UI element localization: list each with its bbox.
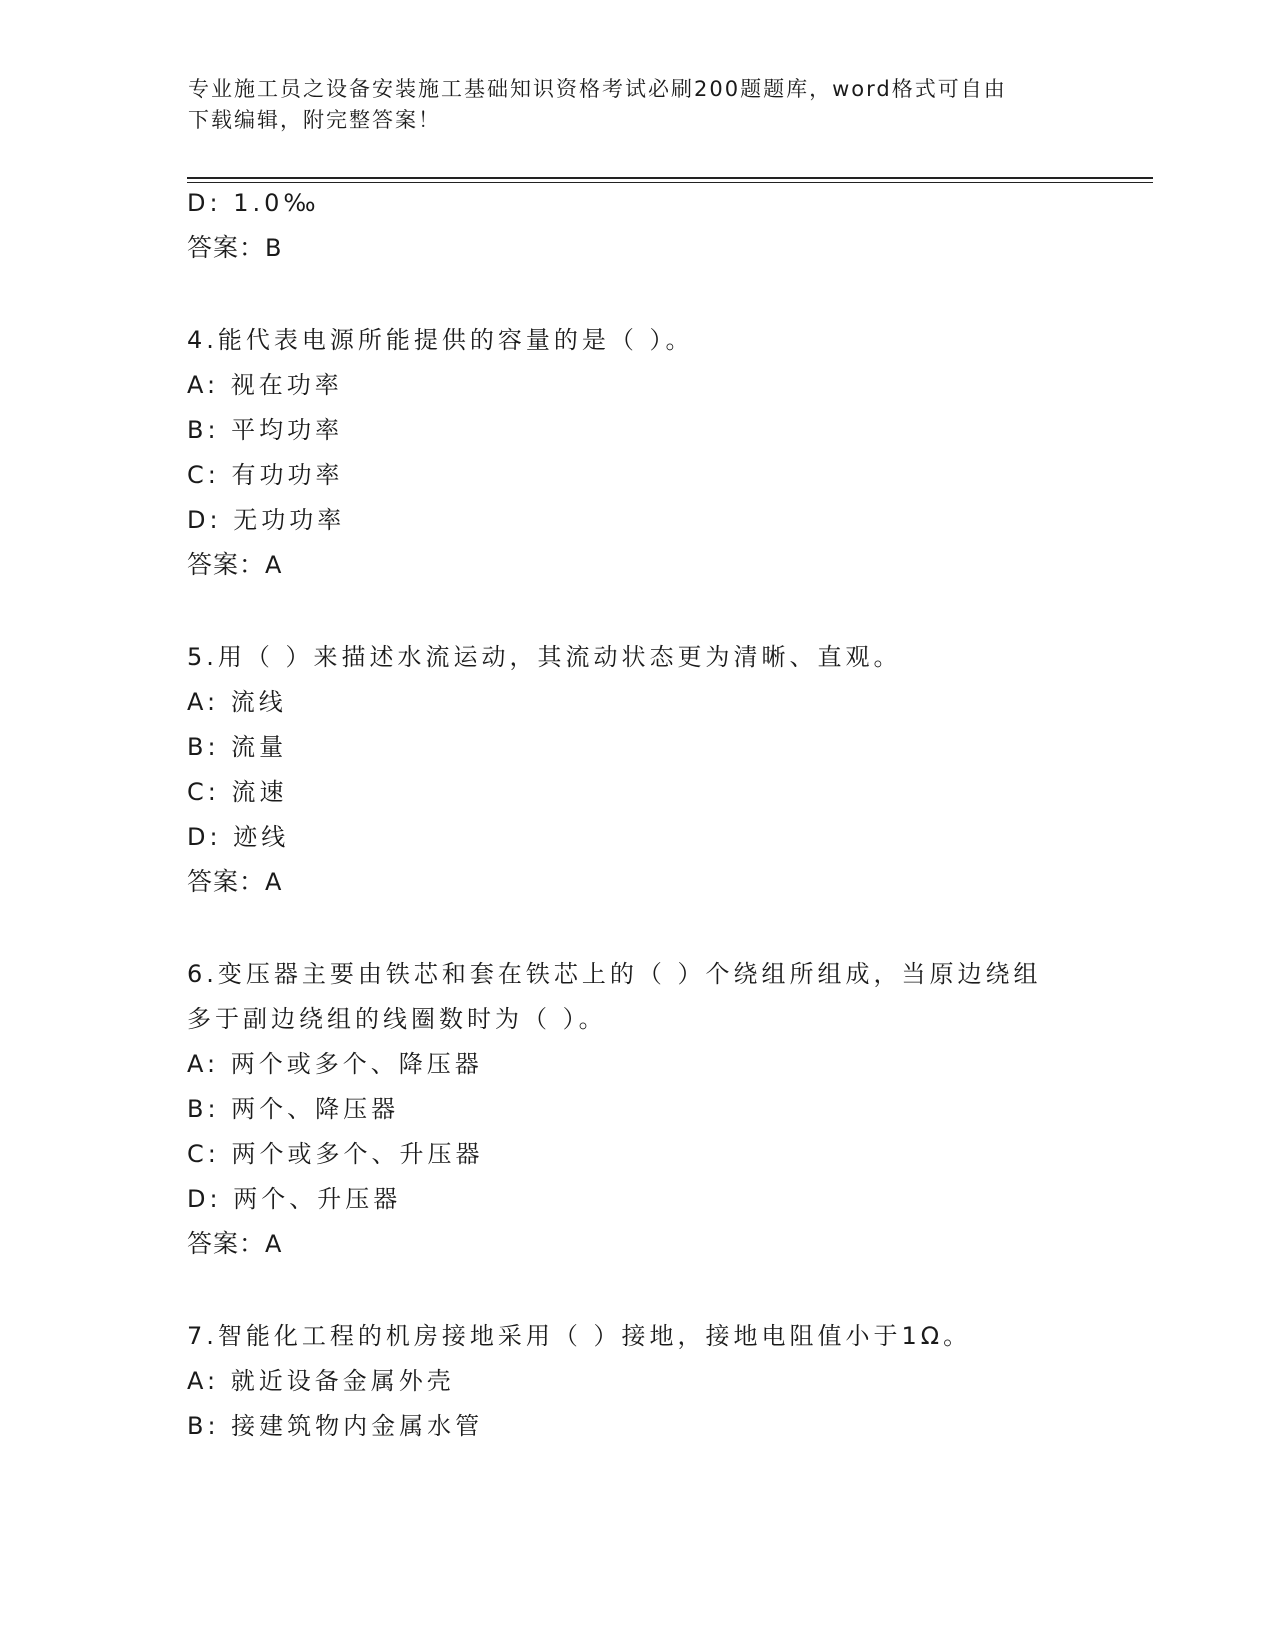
question-6 — [187, 959, 1087, 1274]
option-d: D: 迹线 — [187, 823, 290, 851]
answer-letter: A — [265, 1230, 283, 1258]
option-d: D: 无功功率 — [187, 506, 346, 534]
option-b: B: 流量 — [187, 733, 288, 761]
question-7 — [187, 1321, 1087, 1456]
option-c: C: 两个或多个、升压器 — [187, 1140, 484, 1168]
question-stem: 5.用（ ）来描述水流运动，其流动状态更为清晰、直观。 — [187, 643, 902, 671]
answer-letter: B — [265, 234, 283, 262]
header-title-line-2: 下载编辑，附完整答案！ — [188, 108, 441, 132]
question-list — [187, 188, 1087, 1456]
header-divider-bottom — [187, 182, 1153, 183]
option-d: D: 两个、升压器 — [187, 1185, 402, 1213]
question-stem-line-2: 多于副边绕组的线圈数时为（ ）。 — [187, 1005, 607, 1033]
question-spacer — [187, 278, 1087, 325]
answer-letter: A — [265, 868, 283, 896]
question-spacer — [187, 912, 1087, 959]
q3-option-d: D: 1.0‰ — [187, 189, 320, 217]
option-a: A: 两个或多个、降压器 — [187, 1050, 483, 1078]
answer-label: 答案： — [187, 867, 266, 896]
document-header — [188, 74, 1068, 136]
header-divider-top — [187, 177, 1153, 179]
question-stem: 7.智能化工程的机房接地采用（ ）接地，接地电阻值小于1Ω。 — [187, 1322, 972, 1350]
option-a: A: 流线 — [187, 688, 287, 716]
answer-label: 答案： — [187, 1229, 266, 1258]
question-stem: 4.能代表电源所能提供的容量的是（ ）。 — [187, 326, 694, 354]
option-b: B: 两个、降压器 — [187, 1095, 400, 1123]
option-c: C: 有功功率 — [187, 461, 344, 489]
answer — [187, 1229, 1087, 1274]
answer-letter: A — [265, 551, 283, 579]
answer-label: 答案： — [187, 550, 266, 579]
option-c: C: 流速 — [187, 778, 288, 806]
question-spacer — [187, 1274, 1087, 1321]
question-stem-line-1: 6.变压器主要由铁芯和套在铁芯上的（ ）个绕组所组成，当原边绕组 — [187, 960, 1042, 988]
option-b: B: 平均功率 — [187, 416, 344, 444]
option-a: A: 就近设备金属外壳 — [187, 1367, 455, 1395]
option-a: A: 视在功率 — [187, 371, 343, 399]
option-b: B: 接建筑物内金属水管 — [187, 1412, 484, 1440]
question-5 — [187, 642, 1087, 912]
header-title-line-1: 专业施工员之设备安装施工基础知识资格考试必刷200题题库，word格式可自由 — [188, 77, 1007, 101]
answer — [187, 867, 1087, 912]
question-spacer — [187, 595, 1087, 642]
question-4 — [187, 325, 1087, 595]
answer-label: 答案： — [187, 233, 266, 262]
answer — [187, 550, 1087, 595]
q3-answer — [187, 233, 1087, 278]
